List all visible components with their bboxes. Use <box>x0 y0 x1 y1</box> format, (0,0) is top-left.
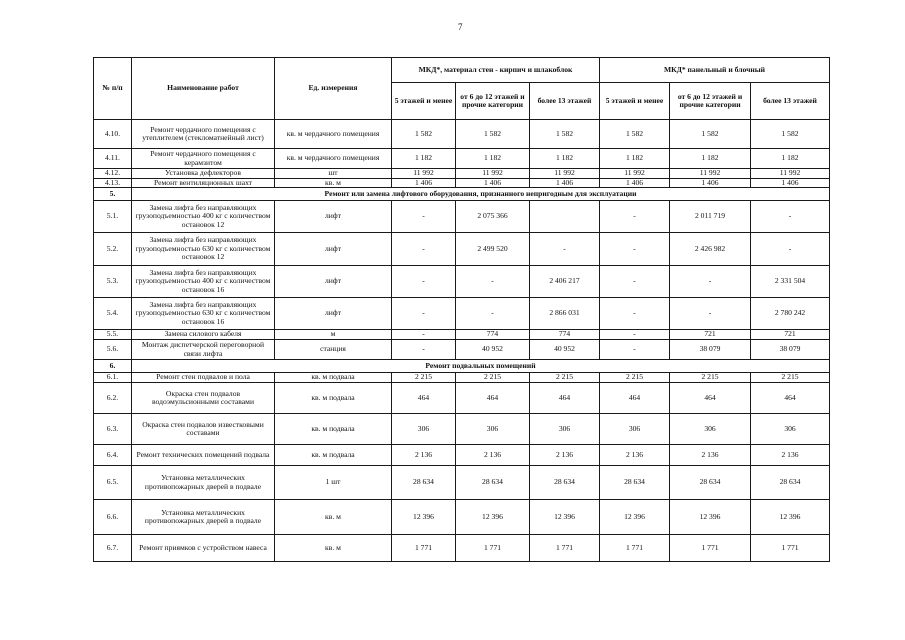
row-number: 6.6. <box>94 500 132 535</box>
table-row <box>94 340 830 360</box>
rates-table <box>93 57 830 562</box>
price-cell: 1 771 <box>392 535 456 562</box>
price-cell: - <box>600 340 670 360</box>
price-cell: 464 <box>392 383 456 414</box>
price-cell: 12 396 <box>600 500 670 535</box>
price-cell: - <box>600 298 670 330</box>
price-cell: - <box>392 233 456 266</box>
price-cell: 1 582 <box>600 120 670 149</box>
price-cell: 1 406 <box>392 178 456 188</box>
price-cell: - <box>751 233 830 266</box>
table-body <box>94 120 830 562</box>
price-cell: 28 634 <box>670 466 751 500</box>
price-cell: 2 136 <box>600 445 670 466</box>
price-cell: 40 952 <box>530 340 600 360</box>
price-cell: 1 182 <box>456 149 530 169</box>
price-cell: 2 136 <box>456 445 530 466</box>
header-sub-panel-13: более 13 этажей <box>751 83 830 120</box>
price-cell: 1 771 <box>456 535 530 562</box>
row-number: 6.1. <box>94 373 132 383</box>
table-row <box>94 500 830 535</box>
price-cell: 306 <box>530 414 600 445</box>
price-cell: 1 771 <box>530 535 600 562</box>
price-cell: 306 <box>600 414 670 445</box>
price-cell: 2 136 <box>392 445 456 466</box>
price-cell: 464 <box>600 383 670 414</box>
unit-cell: кв. м подвала <box>275 383 392 414</box>
price-cell: - <box>392 298 456 330</box>
unit-cell: кв. м подвала <box>275 445 392 466</box>
work-name: Ремонт вентиляционных шахт <box>132 178 275 188</box>
work-name: Окраска стен подвалов водоэмульсионными составами <box>132 383 275 414</box>
table-row <box>94 466 830 500</box>
price-cell: 28 634 <box>392 466 456 500</box>
price-cell: 306 <box>392 414 456 445</box>
row-number: 6.4. <box>94 445 132 466</box>
price-cell: 774 <box>530 330 600 340</box>
price-cell: - <box>670 298 751 330</box>
price-cell: 306 <box>670 414 751 445</box>
section-title: Ремонт или замена лифтового оборудования, признанного непригодным для эксплуатации <box>132 188 830 201</box>
price-cell: - <box>392 201 456 233</box>
price-cell: 2 215 <box>670 373 751 383</box>
price-cell <box>530 201 600 233</box>
header-sub-brick-6-12: от 6 до 12 этажей и прочие категории <box>456 83 530 120</box>
work-name: Ремонт чердачного помещения с утеплителем (стекломатнейный лист) <box>132 120 275 149</box>
price-cell: 1 406 <box>751 178 830 188</box>
unit-cell: кв. м подвала <box>275 414 392 445</box>
price-cell: 1 406 <box>530 178 600 188</box>
price-cell: 1 582 <box>751 120 830 149</box>
header-num: № п/п <box>94 58 132 120</box>
price-cell: 1 771 <box>600 535 670 562</box>
unit-cell: станция <box>275 340 392 360</box>
price-cell: 1 582 <box>392 120 456 149</box>
price-cell: 1 406 <box>670 178 751 188</box>
price-cell: 38 079 <box>670 340 751 360</box>
table-row <box>94 233 830 266</box>
header-sub-panel-6-12: от 6 до 12 этажей и прочие категории <box>670 83 751 120</box>
price-cell: 464 <box>456 383 530 414</box>
price-cell: - <box>600 266 670 298</box>
price-cell: 1 182 <box>530 149 600 169</box>
table-row <box>94 169 830 179</box>
header-name: Наименование работ <box>132 58 275 120</box>
row-number: 4.11. <box>94 149 132 169</box>
unit-cell: лифт <box>275 266 392 298</box>
price-cell: 28 634 <box>456 466 530 500</box>
row-number: 4.10. <box>94 120 132 149</box>
row-number: 4.13. <box>94 178 132 188</box>
work-name: Монтаж диспетчерской переговорной связи лифта <box>132 340 275 360</box>
section-number: 5. <box>94 188 132 201</box>
price-cell: 28 634 <box>751 466 830 500</box>
work-name: Замена лифта без направляющих грузоподъемностью 630 кг с количеством остановок 12 <box>132 233 275 266</box>
row-number: 6.5. <box>94 466 132 500</box>
header-sub-brick-13: более 13 этажей <box>530 83 600 120</box>
row-number: 5.5. <box>94 330 132 340</box>
price-cell: 464 <box>751 383 830 414</box>
work-name: Замена лифта без направляющих грузоподъемностью 400 кг с количеством остановок 12 <box>132 201 275 233</box>
price-cell: 2 075 366 <box>456 201 530 233</box>
price-cell: 721 <box>670 330 751 340</box>
unit-cell: лифт <box>275 233 392 266</box>
work-name: Замена лифта без направляющих грузоподъемностью 400 кг с количеством остановок 16 <box>132 266 275 298</box>
price-cell: 2 136 <box>751 445 830 466</box>
section-title: Ремонт подвальных помещений <box>132 360 830 373</box>
price-cell: 12 396 <box>670 500 751 535</box>
price-cell: 11 992 <box>670 169 751 179</box>
row-number: 6.7. <box>94 535 132 562</box>
table-row <box>94 445 830 466</box>
price-cell: 28 634 <box>600 466 670 500</box>
price-cell: 464 <box>670 383 751 414</box>
table-row <box>94 383 830 414</box>
price-cell: - <box>600 233 670 266</box>
price-cell: 2 215 <box>600 373 670 383</box>
table-row <box>94 414 830 445</box>
price-cell: 2 215 <box>456 373 530 383</box>
price-cell: 306 <box>751 414 830 445</box>
table-row <box>94 178 830 188</box>
header-sub-panel-5: 5 этажей и менее <box>600 83 670 120</box>
price-cell: - <box>670 266 751 298</box>
price-cell: - <box>456 298 530 330</box>
price-cell: 1 406 <box>456 178 530 188</box>
price-cell: 12 396 <box>392 500 456 535</box>
table-row <box>94 266 830 298</box>
unit-cell: шт <box>275 169 392 179</box>
unit-cell: кв. м подвала <box>275 373 392 383</box>
table-row <box>94 120 830 149</box>
price-cell: 2 136 <box>670 445 751 466</box>
row-number: 5.2. <box>94 233 132 266</box>
table-row <box>94 149 830 169</box>
header-unit: Ед. измерения <box>275 58 392 120</box>
price-cell: 2 780 242 <box>751 298 830 330</box>
unit-cell: кв. м <box>275 500 392 535</box>
row-number: 5.6. <box>94 340 132 360</box>
price-cell: 11 992 <box>456 169 530 179</box>
price-cell: 1 771 <box>670 535 751 562</box>
price-cell: 11 992 <box>530 169 600 179</box>
work-name: Ремонт чердачного помещения с керамзитом <box>132 149 275 169</box>
section-row <box>94 360 830 373</box>
work-name: Замена лифта без направляющих грузоподъемностью 630 кг с количеством остановок 16 <box>132 298 275 330</box>
work-name: Установка дефлекторов <box>132 169 275 179</box>
header-group-panel: МКД* панельный и блочный <box>600 58 830 83</box>
table-row <box>94 330 830 340</box>
price-cell: - <box>392 266 456 298</box>
price-cell: - <box>600 201 670 233</box>
price-cell: 306 <box>456 414 530 445</box>
work-name: Замена силового кабеля <box>132 330 275 340</box>
price-cell: 1 582 <box>456 120 530 149</box>
work-name: Ремонт технических помещений подвала <box>132 445 275 466</box>
price-cell: 1 582 <box>530 120 600 149</box>
price-cell: 12 396 <box>530 500 600 535</box>
table-row <box>94 373 830 383</box>
header-sub-brick-5: 5 этажей и менее <box>392 83 456 120</box>
price-cell: 1 182 <box>751 149 830 169</box>
price-cell: - <box>456 266 530 298</box>
price-cell: 774 <box>456 330 530 340</box>
price-cell: 28 634 <box>530 466 600 500</box>
work-name: Окраска стен подвалов известковыми составами <box>132 414 275 445</box>
unit-cell: кв. м чердачного помещения <box>275 120 392 149</box>
unit-cell: кв. м <box>275 535 392 562</box>
price-cell: 721 <box>751 330 830 340</box>
row-number: 4.12. <box>94 169 132 179</box>
price-cell: 1 771 <box>751 535 830 562</box>
section-number: 6. <box>94 360 132 373</box>
price-cell: 2 499 520 <box>456 233 530 266</box>
price-cell: 2 215 <box>392 373 456 383</box>
price-cell: - <box>392 330 456 340</box>
price-cell: 11 992 <box>600 169 670 179</box>
price-cell: 2 215 <box>530 373 600 383</box>
page-number: 7 <box>458 22 463 32</box>
unit-cell: 1 шт <box>275 466 392 500</box>
price-cell: 2 866 031 <box>530 298 600 330</box>
table-row <box>94 201 830 233</box>
price-cell: 11 992 <box>392 169 456 179</box>
unit-cell: кв. м чердачного помещения <box>275 149 392 169</box>
table-row <box>94 298 830 330</box>
price-cell: - <box>392 340 456 360</box>
price-cell: 1 182 <box>600 149 670 169</box>
row-number: 5.1. <box>94 201 132 233</box>
unit-cell: м <box>275 330 392 340</box>
header-group-brick: МКД*, материал стен - кирпич и шлакоблок <box>392 58 600 83</box>
price-cell: 2 406 217 <box>530 266 600 298</box>
unit-cell: кв. м <box>275 178 392 188</box>
row-number: 5.3. <box>94 266 132 298</box>
work-name: Ремонт приямков с устройством навеса <box>132 535 275 562</box>
price-cell: 1 182 <box>392 149 456 169</box>
work-name: Установка металлических противопожарных дверей в подвале <box>132 466 275 500</box>
price-cell: 464 <box>530 383 600 414</box>
price-cell: 11 992 <box>751 169 830 179</box>
price-cell: 40 952 <box>456 340 530 360</box>
table-row <box>94 535 830 562</box>
row-number: 5.4. <box>94 298 132 330</box>
work-name: Ремонт стен подвалов и пола <box>132 373 275 383</box>
row-number: 6.3. <box>94 414 132 445</box>
price-cell: 1 582 <box>670 120 751 149</box>
price-cell: 2 011 719 <box>670 201 751 233</box>
price-cell: - <box>530 233 600 266</box>
price-cell: 12 396 <box>751 500 830 535</box>
price-cell: 1 182 <box>670 149 751 169</box>
price-cell: - <box>751 201 830 233</box>
work-name: Установка металлических противопожарных дверей в подвале <box>132 500 275 535</box>
price-cell: 2 331 504 <box>751 266 830 298</box>
row-number: 6.2. <box>94 383 132 414</box>
price-cell: 1 406 <box>600 178 670 188</box>
price-cell: 2 215 <box>751 373 830 383</box>
unit-cell: лифт <box>275 298 392 330</box>
price-cell: 2 136 <box>530 445 600 466</box>
price-cell: 12 396 <box>456 500 530 535</box>
price-cell: - <box>600 330 670 340</box>
unit-cell: лифт <box>275 201 392 233</box>
price-cell: 38 079 <box>751 340 830 360</box>
section-row <box>94 188 830 201</box>
price-cell: 2 426 982 <box>670 233 751 266</box>
